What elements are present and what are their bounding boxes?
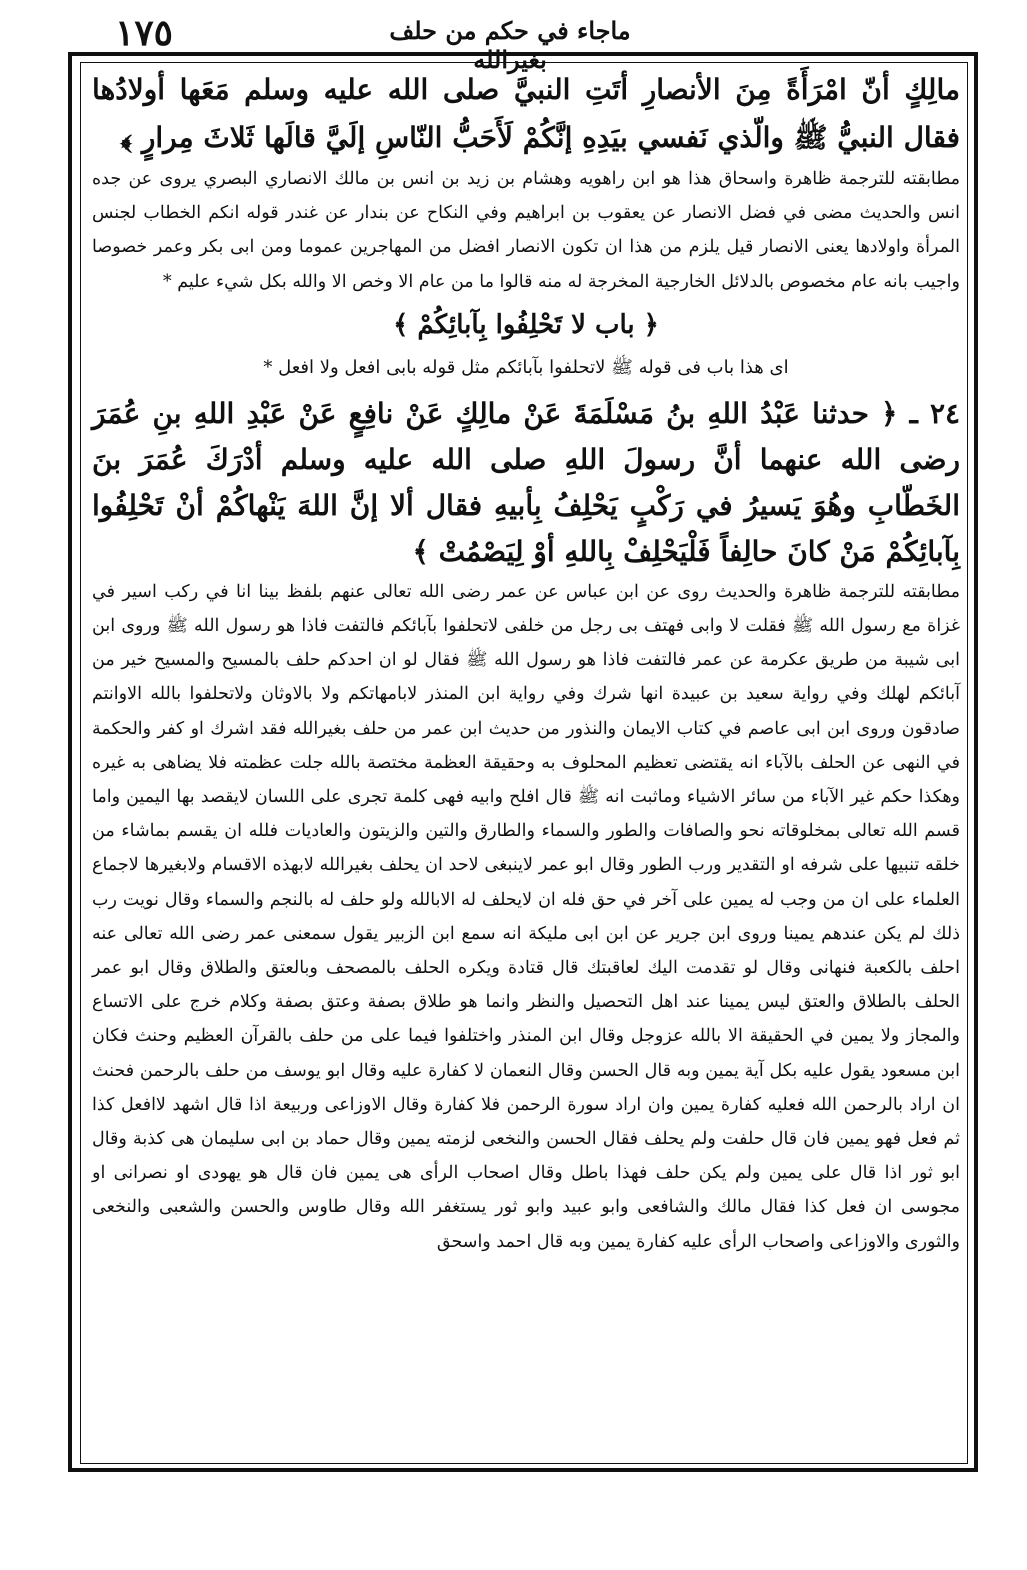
running-head — [0, 10, 1027, 74]
running-title: ماجاء في حكم من حلف بغيرالله — [389, 16, 631, 74]
hadith-number: ٢٤ ـ — [909, 396, 961, 430]
chapter-explanation: اى هذا باب فى قوله ﷺ لاتحلفوا بآبائكم مثل قوله بابى افعل ولا افعل * — [263, 356, 789, 378]
hadith-continuation: مالِكٍ أنّ امْرَأَةً مِنَ الأنصارِ أتَتِ النبيَّ صلى الله عليه وسلم مَعَها أولادُها فقال النبيُّ ﷺ والّذي نَفسي بيَدِهِ إنَّكُمْ لَأَحَبُّ النّاسِ إلَيَّ قالَها ثَلاثَ مِرارٍ ﴾ — [92, 73, 960, 154]
commentary-paragraph: مطابقته للترجمة ظاهرة واسحاق هذا هو ابن راهويه وهشام بن زيد بن انس بن مالك الانصاري البصري يروى عن جده انس والحديث مضى في فضل الانصار عن يعقوب بن ابراهيم وفي النكاح عن بندار عن غندر قوله انكم الخطاب لجنس المرأة واولادها يعنى الانصار قيل يلزم من هذا ان تكون الانصار افضل من المهاجرين عموما ومن ابى بكر وعمر خصوصا واجيب بانه عام مخصوص بالدلائل الخارجية المخرجة له منه قالوا ما من عام الا وخص الا والله بكل شيء عليم * — [92, 169, 960, 292]
commentary-paragraph: مطابقته للترجمة ظاهرة والحديث روى عن ابن عباس عن عمر رضى الله تعالى عنهم بلفظ بينا انا في ركب اسير في غزاة مع رسول الله ﷺ فقلت لا وابى فهتف بى رجل من خلفى لاتحلفوا بآبائكم فالتفت فاذا هو رسول الله ﷺ وروى ابن ابى شيبة من طريق عكرمة عن عمر فالتفت فاذا هو رسول الله ﷺ فقال لو ان احدكم حلف بالمسيح والمسيح خير من آبائكم لهلك وفي رواية سعيد بن عبيدة انها شرك وفي رواية ابن المنذر لابامهاتكم ولا بالاوثان ولاتحلفوا بالله الاوانتم صادقون وروى ابن ابى عاصم في كتاب الايمان والنذور من حديث ابن عمر من حلف بغيرالله فقد اشرك او كفر والحكمة في النهى عن الحلف بالآباء انه يقتضى تعظيم المحلوف به وحقيقة العظمة مختصة بالله جلت عظمته فلا يضاهى به غيره وهكذا حكم غير الآباء من سائر الاشياء وماثبت انه ﷺ قال افلح وابيه فهى كلمة تجرى على اللسان لايقصد بها اليمين واما قسم الله تعالى بمخلوقاته نحو والصافات والطور والسماء والطارق والتين والزيتون والعاديات فلله ان يقسم بماشاء من خلقه تنبيها على شرفه او التقدير ورب الطور وقال ابو عمر لاينبغى لاحد ان يحلف بغيرالله لابهذه الاقسام ولابغيرها لاجماع العلماء على ان من وجب له يمين على آخر في حق فله ان لايحلف له الابالله ولو حلف له بالنجم والسماء وقال نويت رب ذلك لم يكن عندهم يمينا وروى ابن جرير عن ابن ابى مليكة انه سمع ابن الزبير يقول سمعنى عمر رضى الله تعالى عنه احلف بالكعبة فنهانى وقال لو تقدمت اليك لعاقبتك قال قتادة ويكره الحلف بالمصحف وبالعتق والطلاق وقال ابو عمر الحلف بالطلاق والعتق ليس يمينا عند اهل التحصيل والنظر وانما هو طلاق بصفة وعتق بصفة وكلام خرج على الاتساع والمجاز ولا يمين في الحقيقة الا بالله عزوجل وقال ابن المنذر واختلفوا فيما على من حلف بالقرآن العظيم وحنث فكان ابن مسعود يقول عليه بكل آية يمين وبه قال الحسن وقال النعمان لا كفارة عليه وقال ابو يوسف من حلف بالرحمن فحنث ان اراد بالرحمن الله فعليه كفارة يمين وان اراد سورة الرحمن فلا كفارة وقال الاوزاعى وربيعة اذا قال اشهد لاافعل كذا ثم فعل فهو يمين فان قال حلفت ولم يحلف فقال الحسن والنخعى لزمته يمين وقال حماد بن ابى سليمان هى كذبة وقال ابو ثور اذا قال على يمين ولم يكن حلف فهذا باطل وقال اصحاب الرأى هى يمين فان قال هو يهودى او نصرانى او مجوسى ان فعل كذا فقال مالك والشافعى وابو عبيد وابو ثور يستغفر الله وقال طاوس والحسن والشعبى والنخعى والثورى والاوزاعى واصحاب الرأى عليه كفارة يمين وبه قال احمد واسحق — [92, 581, 960, 1252]
page-body — [92, 66, 960, 1259]
hadith-text: ﴿ حدثنا عَبْدُ اللهِ بنُ مَسْلَمَةَ عَنْ مالِكٍ عَنْ نافِعٍ عَنْ عَبْدِ اللهِ بنِ عُمَرَ رضى الله عنهما أنَّ رسولَ اللهِ صلى الله عليه وسلم أدْرَكَ عُمَرَ بنَ الخَطّابِ وهُوَ يَسيرُ في رَكْبٍ يَحْلِفُ بِأبيهِ فقال ألا إنَّ اللهَ يَنْهاكُمْ أنْ تَحْلِفُوا بِآبائِكُمْ مَنْ كانَ حالِفاً فَلْيَحْلِفْ بِاللهِ أوْ لِيَصْمُتْ ﴾ — [92, 396, 960, 568]
page-number: ١٧٥ — [115, 12, 174, 54]
hadith-block — [92, 391, 960, 575]
chapter-heading: ﴿ باب لا تَحْلِفُوا بِآبائِكُمْ ﴾ — [393, 309, 659, 340]
